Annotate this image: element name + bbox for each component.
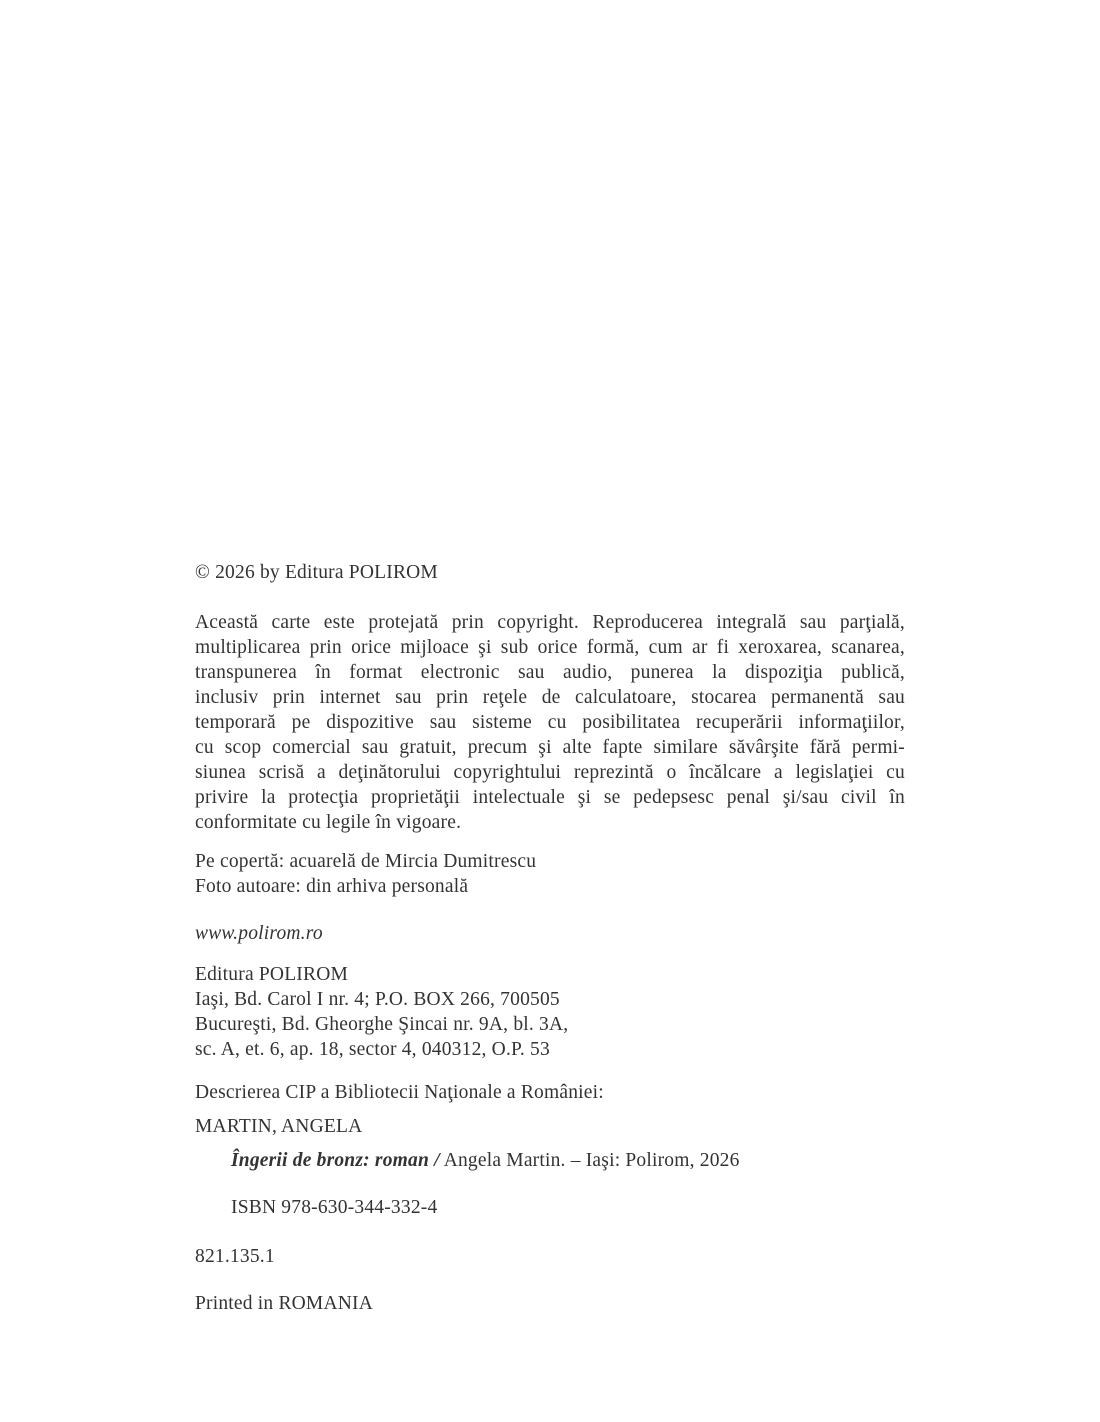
paragraph-line: siunea scrisă a deţinătorului copyrightului reprezintă o încălcare a legislaţiei cu (195, 762, 905, 783)
paragraph-line: cu scop comercial sau gratuit, precum şi alte fapte similare săvârşite fără permi- (195, 737, 905, 758)
photo-credit: Foto autoare: din arhiva personală (195, 876, 469, 897)
copyright-paragraph (195, 610, 905, 835)
paragraph-line: temporară pe dispozitive sau sisteme cu posibilitatea recuperării informaţiilor, (195, 712, 905, 733)
publisher-address-block (195, 962, 905, 1062)
book-title: Îngerii de bronz: roman / (231, 1150, 440, 1171)
cip-title-rest: Angela Martin. – Iaşi: Polirom, 2026 (439, 1150, 740, 1171)
paragraph-line: transpunerea în format electronic sau audio, punerea la dispoziţia publică, (195, 662, 905, 683)
paragraph-line: Această carte este protejată prin copyright. Reproducerea integrală sau parţială, (195, 612, 905, 633)
publisher-website: www.polirom.ro (195, 923, 323, 944)
paragraph-line: privire la protecţia proprietăţii intelectuale şi se pedepsesc penal şi/sau civil în (195, 787, 905, 808)
paragraph-line: multiplicarea prin orice mijloace şi sub orice formă, cum ar fi xeroxarea, scanarea, (195, 637, 905, 658)
printed-in-notice: Printed in ROMANIA (195, 1293, 374, 1314)
cover-credit: Pe copertă: acuarelă de Mircia Dumitrescu (195, 851, 537, 872)
udc-classification: 821.135.1 (195, 1246, 275, 1267)
copyright-page (195, 560, 905, 1316)
paragraph-line: inclusiv prin internet sau prin reţele de calculatoare, stocarea permanentă sau (195, 687, 905, 708)
publisher-address-line: sc. A, et. 6, ap. 18, sector 4, 040312, O.P. 53 (195, 1039, 550, 1060)
publisher-name: Editura POLIROM (195, 964, 349, 985)
cip-heading: Descrierea CIP a Bibliotecii Naţionale a României: (195, 1082, 604, 1103)
publisher-address-line: Iaşi, Bd. Carol I nr. 4; P.O. BOX 266, 700505 (195, 989, 560, 1010)
publisher-address-line: Bucureşti, Bd. Gheorghe Şincai nr. 9A, bl. 3A, (195, 1014, 569, 1035)
credits-block (195, 849, 905, 899)
cip-author: MARTIN, ANGELA (195, 1116, 363, 1137)
copyright-notice: © 2026 by Editura POLIROM (195, 562, 438, 583)
cip-title-line (195, 1148, 905, 1173)
isbn: ISBN 978-630-344-332-4 (231, 1197, 438, 1218)
paragraph-line: conformitate cu legile în vigoare. (195, 812, 462, 833)
